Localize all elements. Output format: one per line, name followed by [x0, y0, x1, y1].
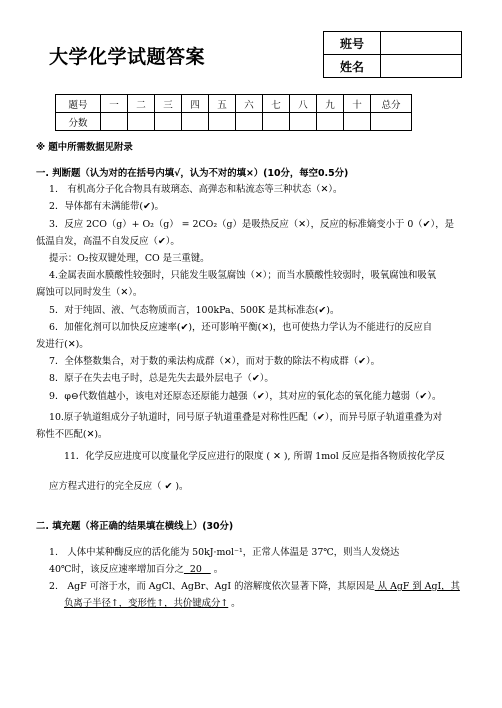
s2-q2-text: 2. AgF 可溶于水，而 AgCl、AgBr、AgI 的溶解度依次显著下降，其原因是: [49, 581, 375, 592]
section2-heading: 二. 填充题（将正确的结果填在横线上）(30分): [36, 521, 234, 532]
score-cell[interactable]: [236, 113, 263, 131]
score-cell[interactable]: [290, 113, 317, 131]
score-header: 三: [155, 95, 182, 113]
s1-line-11: 7．全体整数集合，对于数的乘法构成群（✕），而对于数的除法不构成群（✔）。: [49, 356, 381, 367]
score-cell[interactable]: [182, 113, 209, 131]
s2-q1-end: 。: [210, 564, 224, 575]
score-cell[interactable]: [344, 113, 371, 131]
score-header: 七: [263, 95, 290, 113]
s1-line-14: 10.原子轨道组成分子轨道时，同号原子轨道重叠是对称性匹配（✔），而异号原子轨道重叠为对: [49, 412, 443, 423]
s1-line-13: 9．φ⊖代数值越小，该电对还原态还原能力越强（✔），其对应的氧化态的氧化能力越弱（✔）。: [49, 391, 442, 402]
score-header: 二: [128, 95, 155, 113]
s1-line-12: 8．原子在失去电子时，总是先失去最外层电子（✔）。: [49, 373, 274, 384]
s1-line-8: 5．对于纯固、液、气态物质而言，100kPa、500K 是其标准态(✔)。: [49, 305, 340, 316]
s2-q1-line-2: [49, 563, 223, 578]
score-header: 一: [101, 95, 128, 113]
score-cell[interactable]: [128, 113, 155, 131]
score-row-label: 分数: [56, 113, 101, 131]
score-header: 十: [344, 95, 371, 113]
score-header: 九: [317, 95, 344, 113]
s2-q2-end: 。: [228, 598, 241, 609]
note: ※ 题中所需数据见附录: [36, 142, 133, 153]
score-table: [55, 94, 412, 131]
s2-q1-line-1: 1. 人体中某种酶反应的活化能为 50kJ·mol⁻¹，正常人体温是 37℃，则当人发烧达: [49, 547, 400, 558]
score-header: 四: [182, 95, 209, 113]
s1-line-1: 1. 有机高分子化合物具有玻璃态、高弹态和粘流态等三种状态（✕）。: [49, 184, 343, 195]
score-cell[interactable]: [263, 113, 290, 131]
score-cell[interactable]: [155, 113, 182, 131]
s2-q2-line-1: [49, 580, 460, 595]
s1-line-16: 11．化学反应进度可以度量化学反应进行的限度 ( ✕ ), 所谓 1mol 反应是指各物质按化学反: [64, 451, 445, 462]
s1-line-5: 提示：O₂按双键处理，CO 是三重键。: [49, 253, 210, 264]
score-header: 题号: [56, 95, 101, 113]
s2-q1-answer: 20: [183, 564, 211, 575]
s1-line-7: 腐蚀可以同时发生（✕）。: [36, 287, 143, 298]
section1-heading: 一. 判断题（认为对的在括号内填√，认为不对的填×）(10分，每空0.5分): [36, 168, 349, 179]
score-cell[interactable]: [101, 113, 128, 131]
score-cell[interactable]: [371, 113, 412, 131]
s2-q1-text: 40℃时，该反应速率增加百分之: [49, 564, 184, 575]
score-header: 六: [236, 95, 263, 113]
s2-q2-line-2: [64, 597, 241, 612]
class-field[interactable]: [381, 32, 462, 55]
s2-q2-answer-b: 负离子半径↑，变形性↑，共价键成分↑: [64, 598, 229, 609]
s1-line-2: 2．导体都有未满能带(✔)。: [49, 201, 164, 212]
class-label: 班号: [324, 32, 381, 55]
s2-q2-answer-a: 从 AgF 到 AgI，其: [374, 581, 460, 592]
s1-line-10: 发进行(✕)。: [36, 339, 89, 350]
s1-line-15: 称性不匹配(✕)。: [36, 429, 108, 440]
score-cell[interactable]: [317, 113, 344, 131]
s1-line-9: 6．加催化剂可以加快反应速率(✔)，还可影响平衡(✕)，也可使热力学认为不能进行的反应自: [49, 322, 433, 333]
score-header: 八: [290, 95, 317, 113]
score-cell[interactable]: [209, 113, 236, 131]
s1-line-4: 低温自发，高温不自发反应（✔）。: [36, 236, 180, 247]
page-title: 大学化学试题答案: [49, 46, 206, 68]
name-label: 姓名: [324, 55, 381, 78]
s1-line-6: 4.金属表面水膜酸性较强时，只能发生吸氢腐蚀（✕）；而当水膜酸性较弱时，吸氧腐蚀和吸氧: [49, 270, 437, 281]
id-table: [323, 31, 462, 78]
s1-line-3: 3．反应 2CO（g）+ O₂（g） = 2CO₂（g）是吸热反应（✕），反应的标准熵变小于 0（✔），是: [49, 219, 454, 230]
s1-line-17: 应方程式进行的完全反应（ ✔ )。: [49, 481, 189, 492]
score-header: 五: [209, 95, 236, 113]
name-field[interactable]: [381, 55, 462, 78]
score-header: 总分: [371, 95, 412, 113]
